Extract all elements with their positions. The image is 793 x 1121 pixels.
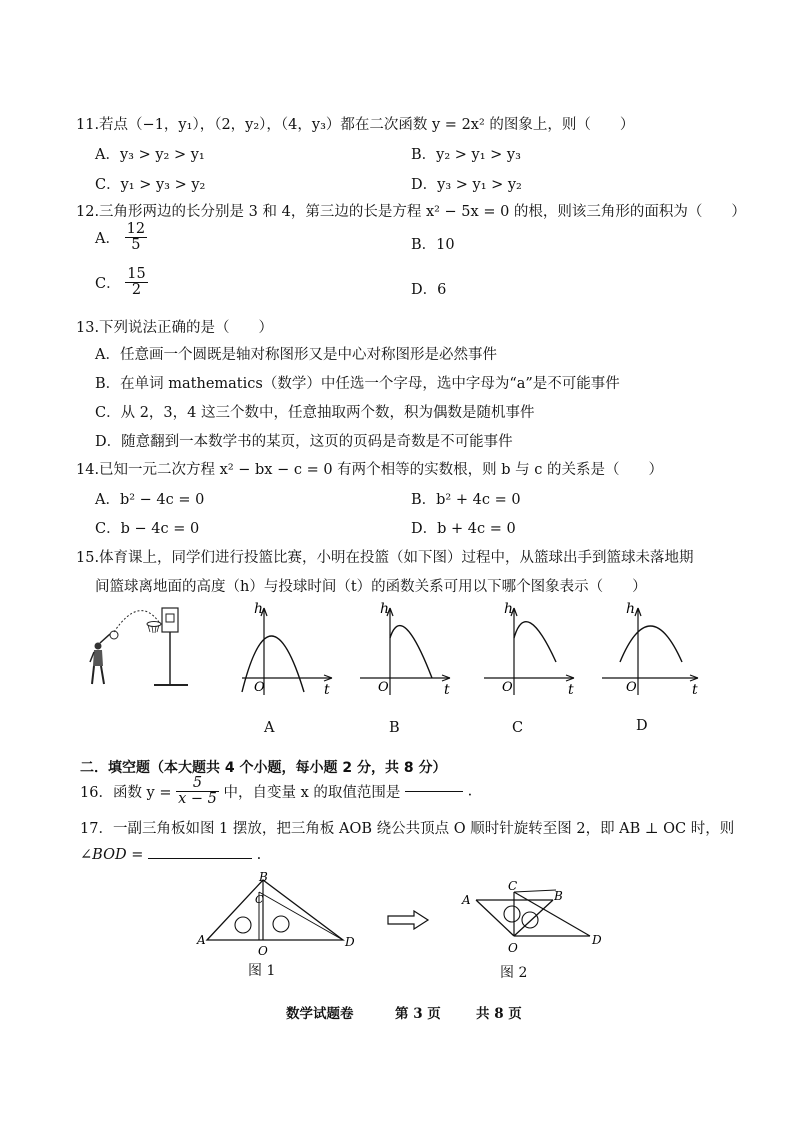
graph-c-axis-t: t (568, 682, 574, 698)
footer-subject: 数学试题卷 (286, 1006, 354, 1022)
figure-1-triangles (195, 872, 365, 962)
graph-a (232, 600, 340, 700)
q14-stem: 14.已知一元二次方程 x² − bx − c = 0 有两个相等的实数根，则 b 与 c 的关系是（ ） (76, 462, 664, 478)
graph-b-origin: O (378, 680, 389, 695)
graph-a-origin: O (254, 680, 265, 695)
basketball-player-illustration (84, 600, 194, 700)
q12-option-a (95, 222, 147, 253)
q11-stem: 11.若点（−1，y₁），（2，y₂），（4，y₃）都在二次函数 y = 2x² 的图象上，则（ ） (76, 117, 635, 133)
q12-option-c (95, 267, 148, 298)
fig1-point-b: B (259, 872, 268, 884)
graph-b-label: B (389, 720, 400, 736)
q11-option-a: A．y₃ > y₂ > y₁ (95, 147, 205, 163)
graph-c-origin: O (502, 680, 513, 695)
q14-option-b: B．b² + 4c = 0 (411, 492, 521, 508)
section-2-heading: 二．填空题（本大题共 4 个小题，每小题 2 分，共 8 分） (80, 760, 447, 776)
q12-option-c-label: C． (95, 276, 121, 293)
graph-c-label: C (512, 720, 524, 736)
q14-option-c: C．b − 4c = 0 (95, 521, 200, 537)
footer-page: 第 3 页 (395, 1006, 441, 1022)
fig2-point-o: O (508, 941, 518, 955)
q16 (80, 776, 472, 807)
q16-suffix: 中，自变量 x 的取值范围是 (223, 785, 401, 802)
q14-option-a: A．b² − 4c = 0 (95, 492, 205, 508)
q12-a-numerator: 12 (126, 221, 146, 237)
graph-d-label: D (636, 718, 648, 734)
q12-a-denominator: 5 (131, 237, 141, 254)
q12-option-a-label: A． (95, 231, 120, 248)
q16-answer-blank[interactable] (405, 791, 463, 792)
q12-option-c-fraction (125, 267, 147, 298)
q12-option-a-fraction (125, 222, 147, 253)
fig1-point-d: D (345, 935, 355, 949)
graph-b (350, 600, 458, 700)
graph-d-axis-t: t (692, 682, 698, 698)
graph-a-axis-h: h (254, 601, 264, 617)
graph-c-axis-h: h (504, 601, 514, 617)
q16-prefix: 16．函数 y = (80, 785, 172, 802)
q12-c-numerator: 15 (127, 266, 146, 282)
q16-end: . (467, 783, 473, 800)
footer-total: 共 8 页 (476, 1006, 522, 1022)
q13-option-b: B．在单词 mathematics（数学）中任选一个字母，选中字母为“a”是不可能事件 (95, 376, 620, 392)
graph-a-axis-t: t (324, 682, 330, 698)
q17-line1: 17．一副三角板如图 1 摆放，把三角板 AOB 绕公共顶点 O 顺时针旋转至图 2，即 AB ⊥ OC 时，则 (80, 821, 735, 837)
q11-option-d: D．y₃ > y₁ > y₂ (411, 177, 522, 193)
graph-d (598, 600, 706, 700)
graph-d-origin: O (626, 680, 637, 695)
fig1-point-a: A (197, 933, 206, 947)
fig2-point-d: D (592, 933, 602, 947)
q11-option-b: B．y₂ > y₁ > y₃ (411, 147, 521, 163)
figure-1-caption: 图 1 (248, 963, 276, 979)
figure-2-caption: 图 2 (500, 965, 528, 981)
q16-fraction (176, 776, 219, 807)
fig1-point-o: O (258, 944, 268, 958)
q15-line1: 15.体育课上，同学们进行投篮比赛，小明在投篮（如下图）过程中，从篮球出手到篮球未落地期 (76, 550, 694, 566)
q12-option-d: D．6 (411, 282, 447, 298)
q12-c-denominator: 2 (131, 282, 142, 299)
q17-line2 (80, 847, 261, 863)
figure-2-triangles (458, 876, 608, 966)
right-arrow-icon (386, 910, 430, 930)
q12-stem: 12.三角形两边的长分别是 3 和 4，第三边的长是方程 x² − 5x = 0 的根，则该三角形的面积为（ ） (76, 204, 746, 220)
graph-b-axis-t: t (444, 682, 450, 698)
graph-b-axis-h: h (380, 601, 390, 617)
fig2-point-b: B (554, 889, 563, 903)
q14-option-d: D．b + 4c = 0 (411, 521, 516, 537)
graph-d-axis-h: h (626, 601, 636, 617)
graph-a-label: A (264, 720, 275, 736)
q12-option-b: B．10 (411, 237, 455, 253)
q13-stem: 13.下列说法正确的是（ ） (76, 320, 274, 336)
q13-option-d: D．随意翻到一本数学书的某页，这页的页码是奇数是不可能事件 (95, 434, 513, 450)
fig2-point-a: A (462, 893, 471, 907)
fig1-point-c: C (255, 893, 264, 906)
graph-c (474, 600, 582, 700)
q17-answer-blank[interactable] (148, 858, 252, 859)
q16-denominator: x − 5 (178, 791, 217, 808)
q15-line2: 间篮球离地面的高度（h）与投球时间（t）的函数关系可用以下哪个图象表示（ ） (95, 579, 647, 595)
fig2-point-c: C (508, 879, 518, 893)
q17-angle-label: ∠BOD = (80, 847, 144, 863)
q11-option-c: C．y₁ > y₃ > y₂ (95, 177, 206, 193)
q17-end: . (256, 847, 262, 863)
q16-numerator: 5 (176, 776, 219, 792)
q13-option-c: C．从 2，3，4 这三个数中，任意抽取两个数，积为偶数是随机事件 (95, 405, 535, 421)
q13-option-a: A．任意画一个圆既是轴对称图形又是中心对称图形是必然事件 (95, 347, 497, 363)
